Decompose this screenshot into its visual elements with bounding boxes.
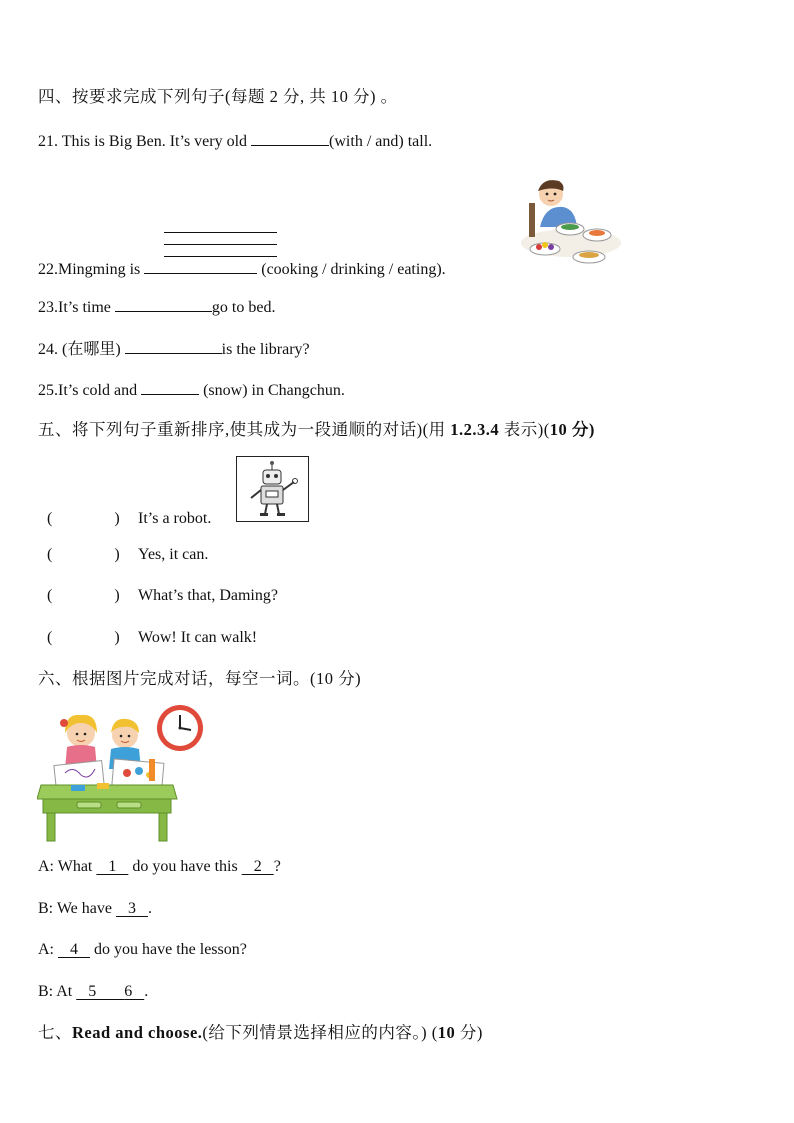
answer-blank[interactable] [141, 378, 199, 395]
question-number: 21 [38, 133, 54, 150]
dialogue-a2: A: 4 do you have the lesson? [38, 941, 247, 958]
robot-image [236, 456, 309, 522]
question-number: 25 [38, 382, 54, 399]
question-text: .Mingming is [54, 261, 145, 278]
question-text: . This is Big Ben. It’s very old [54, 133, 252, 150]
answer-blank-6[interactable]: 6 [124, 983, 145, 1000]
question-text: is the library? [221, 341, 310, 358]
answer-paren-3[interactable]: ( ) [47, 587, 120, 604]
answer-blank-1[interactable]: 1 [96, 858, 129, 875]
children-drawing-image [37, 703, 207, 843]
answer-blank[interactable] [125, 337, 222, 354]
answer-paren-1[interactable]: ( ) [47, 510, 120, 527]
question-text: .It’s time [54, 299, 115, 316]
answer-blank-2[interactable]: 2 [241, 858, 274, 875]
writing-line [164, 244, 277, 245]
question-number: 22 [38, 261, 54, 278]
section-4-title: 四、按要求完成下列句子(每题 2 分, 共 10 分) 。 [38, 87, 398, 106]
answer-blank[interactable] [144, 257, 257, 274]
answer-blank[interactable] [115, 295, 212, 312]
question-21 [38, 129, 432, 152]
answer-blank[interactable] [251, 129, 329, 146]
question-text: (snow) in Changchun. [199, 382, 345, 399]
section-5-title: 五、将下列句子重新排序,使其成为一段通顺的对话)(用 1.2.3.4 表示)(10 分) [38, 420, 595, 439]
question-23 [38, 295, 275, 318]
answer-paren-4[interactable]: ( ) [47, 629, 120, 646]
answer-blank-5[interactable]: 5 [76, 983, 125, 1000]
dialogue-line-2: Yes, it can. [138, 546, 209, 563]
question-22 [38, 257, 446, 280]
answer-blank-3[interactable]: 3 [115, 900, 148, 917]
question-text: . (在哪里) [54, 341, 125, 358]
question-text: (cooking / drinking / eating). [257, 261, 446, 278]
question-text: (with / and) tall. [329, 133, 433, 150]
dialogue-b2: B: At 5 6 . [38, 983, 149, 1000]
question-text: .It’s cold and [54, 382, 142, 399]
answer-paren-2[interactable]: ( ) [47, 546, 120, 563]
writing-line [164, 232, 277, 233]
dialogue-line-4: Wow! It can walk! [138, 629, 258, 646]
boy-eating-image [515, 177, 623, 269]
question-number: 24 [38, 341, 54, 358]
question-25 [38, 378, 345, 401]
question-text: go to bed. [211, 299, 276, 316]
dialogue-line-3: What’s that, Daming? [138, 587, 278, 604]
answer-blank-4[interactable]: 4 [58, 941, 90, 958]
question-number: 23 [38, 299, 54, 316]
dialogue-line-1: It’s a robot. [138, 510, 212, 527]
section-6-title: 六、根据图片完成对话，每空一词。(10 分) [38, 669, 362, 688]
question-24 [38, 337, 310, 360]
section-7-title: 七、Read and choose.(给下列情景选择相应的内容。) (10 分) [38, 1023, 483, 1042]
dialogue-a1: A: What 1 do you have this 2 ? [38, 858, 281, 875]
dialogue-b1: B: We have 3 . [38, 900, 152, 917]
